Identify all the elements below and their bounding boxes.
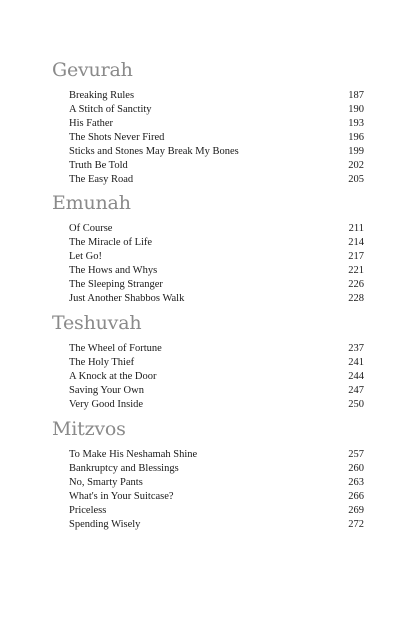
entry-page-number: 269: [348, 505, 364, 516]
entry-page-number: 244: [348, 371, 364, 382]
entry-title: The Shots Never Fired: [69, 132, 165, 143]
entry-title: The Wheel of Fortune: [69, 343, 162, 354]
toc-section-emunah: [52, 190, 364, 306]
toc-section-mitzvos: [52, 416, 364, 532]
entry-title: Bankruptcy and Blessings: [69, 463, 179, 474]
entry-title: Truth Be Told: [69, 160, 128, 171]
entry-page-number: 190: [348, 104, 364, 115]
toc-section-gevurah: [52, 57, 364, 187]
entry-title: A Knock at the Door: [69, 371, 157, 382]
entry-list: [52, 89, 364, 187]
toc-entry[interactable]: [69, 504, 364, 518]
entry-title: Of Course: [69, 223, 113, 234]
entry-title: Let Go!: [69, 251, 102, 262]
toc-entry[interactable]: [69, 476, 364, 490]
entry-page-number: 228: [348, 293, 364, 304]
toc-entry[interactable]: [69, 173, 364, 187]
toc-entry[interactable]: [69, 278, 364, 292]
entry-page-number: 241: [348, 357, 364, 368]
entry-title: Breaking Rules: [69, 90, 135, 101]
section-title: Gevurah: [52, 59, 133, 81]
entry-title: Just Another Shabbos Walk: [69, 293, 185, 304]
entry-title: The Holy Thief: [69, 357, 135, 368]
entry-page-number: 205: [348, 174, 364, 185]
toc-entry[interactable]: [69, 448, 364, 462]
entry-page-number: 272: [348, 519, 364, 530]
toc-entry[interactable]: [69, 159, 364, 173]
entry-page-number: 250: [348, 399, 364, 410]
toc-entry[interactable]: [69, 89, 364, 103]
entry-page-number: 193: [348, 118, 364, 129]
entry-title: Priceless: [69, 505, 107, 516]
toc-entry[interactable]: [69, 264, 364, 278]
section-title: Emunah: [52, 192, 131, 214]
entry-title: What's in Your Suitcase?: [69, 491, 174, 502]
toc-entry[interactable]: [69, 117, 364, 131]
entry-page-number: 257: [348, 449, 364, 460]
entry-page-number: 199: [348, 146, 364, 157]
entry-title: The Sleeping Stranger: [69, 279, 163, 290]
entry-page-number: 266: [348, 491, 364, 502]
entry-page-number: 226: [348, 279, 364, 290]
toc-section-teshuvah: [52, 310, 364, 412]
entry-title: Saving Your Own: [69, 385, 144, 396]
toc-entry[interactable]: [69, 145, 364, 159]
toc-entry[interactable]: [69, 370, 364, 384]
entry-page-number: 187: [348, 90, 364, 101]
entry-title: Spending Wisely: [69, 519, 141, 530]
toc-entry[interactable]: [69, 250, 364, 264]
entry-page-number: 214: [348, 237, 364, 248]
entry-page-number: 237: [348, 343, 364, 354]
entry-title: The Easy Road: [69, 174, 134, 185]
entry-title: No, Smarty Pants: [69, 477, 143, 488]
section-title: Mitzvos: [52, 418, 126, 440]
entry-page-number: 211: [348, 223, 364, 234]
toc-entry[interactable]: [69, 236, 364, 250]
toc-entry[interactable]: [69, 342, 364, 356]
toc-entry[interactable]: [69, 222, 364, 236]
toc-entry[interactable]: [69, 398, 364, 412]
entry-title: The Hows and Whys: [69, 265, 158, 276]
entry-page-number: 263: [348, 477, 364, 488]
entry-list: [52, 448, 364, 532]
toc-entry[interactable]: [69, 490, 364, 504]
entry-title: Very Good Inside: [69, 399, 144, 410]
entry-title: To Make His Neshamah Shine: [69, 449, 198, 460]
entry-title: His Father: [69, 118, 114, 129]
toc-entry[interactable]: [69, 462, 364, 476]
section-title: Teshuvah: [52, 312, 142, 334]
toc-entry[interactable]: [69, 518, 364, 532]
entry-page-number: 202: [348, 160, 364, 171]
toc-entry[interactable]: [69, 292, 364, 306]
entry-page-number: 260: [348, 463, 364, 474]
entry-page-number: 217: [348, 251, 364, 262]
entry-title: Sticks and Stones May Break My Bones: [69, 146, 239, 157]
toc-entry[interactable]: [69, 356, 364, 370]
entry-page-number: 247: [348, 385, 364, 396]
entry-title: The Miracle of Life: [69, 237, 153, 248]
entry-page-number: 221: [348, 265, 364, 276]
entry-page-number: 196: [348, 132, 364, 143]
toc-entry[interactable]: [69, 131, 364, 145]
toc-entry[interactable]: [69, 384, 364, 398]
entry-list: [52, 342, 364, 412]
toc-entry[interactable]: [69, 103, 364, 117]
entry-list: [52, 222, 364, 306]
entry-title: A Stitch of Sanctity: [69, 104, 152, 115]
